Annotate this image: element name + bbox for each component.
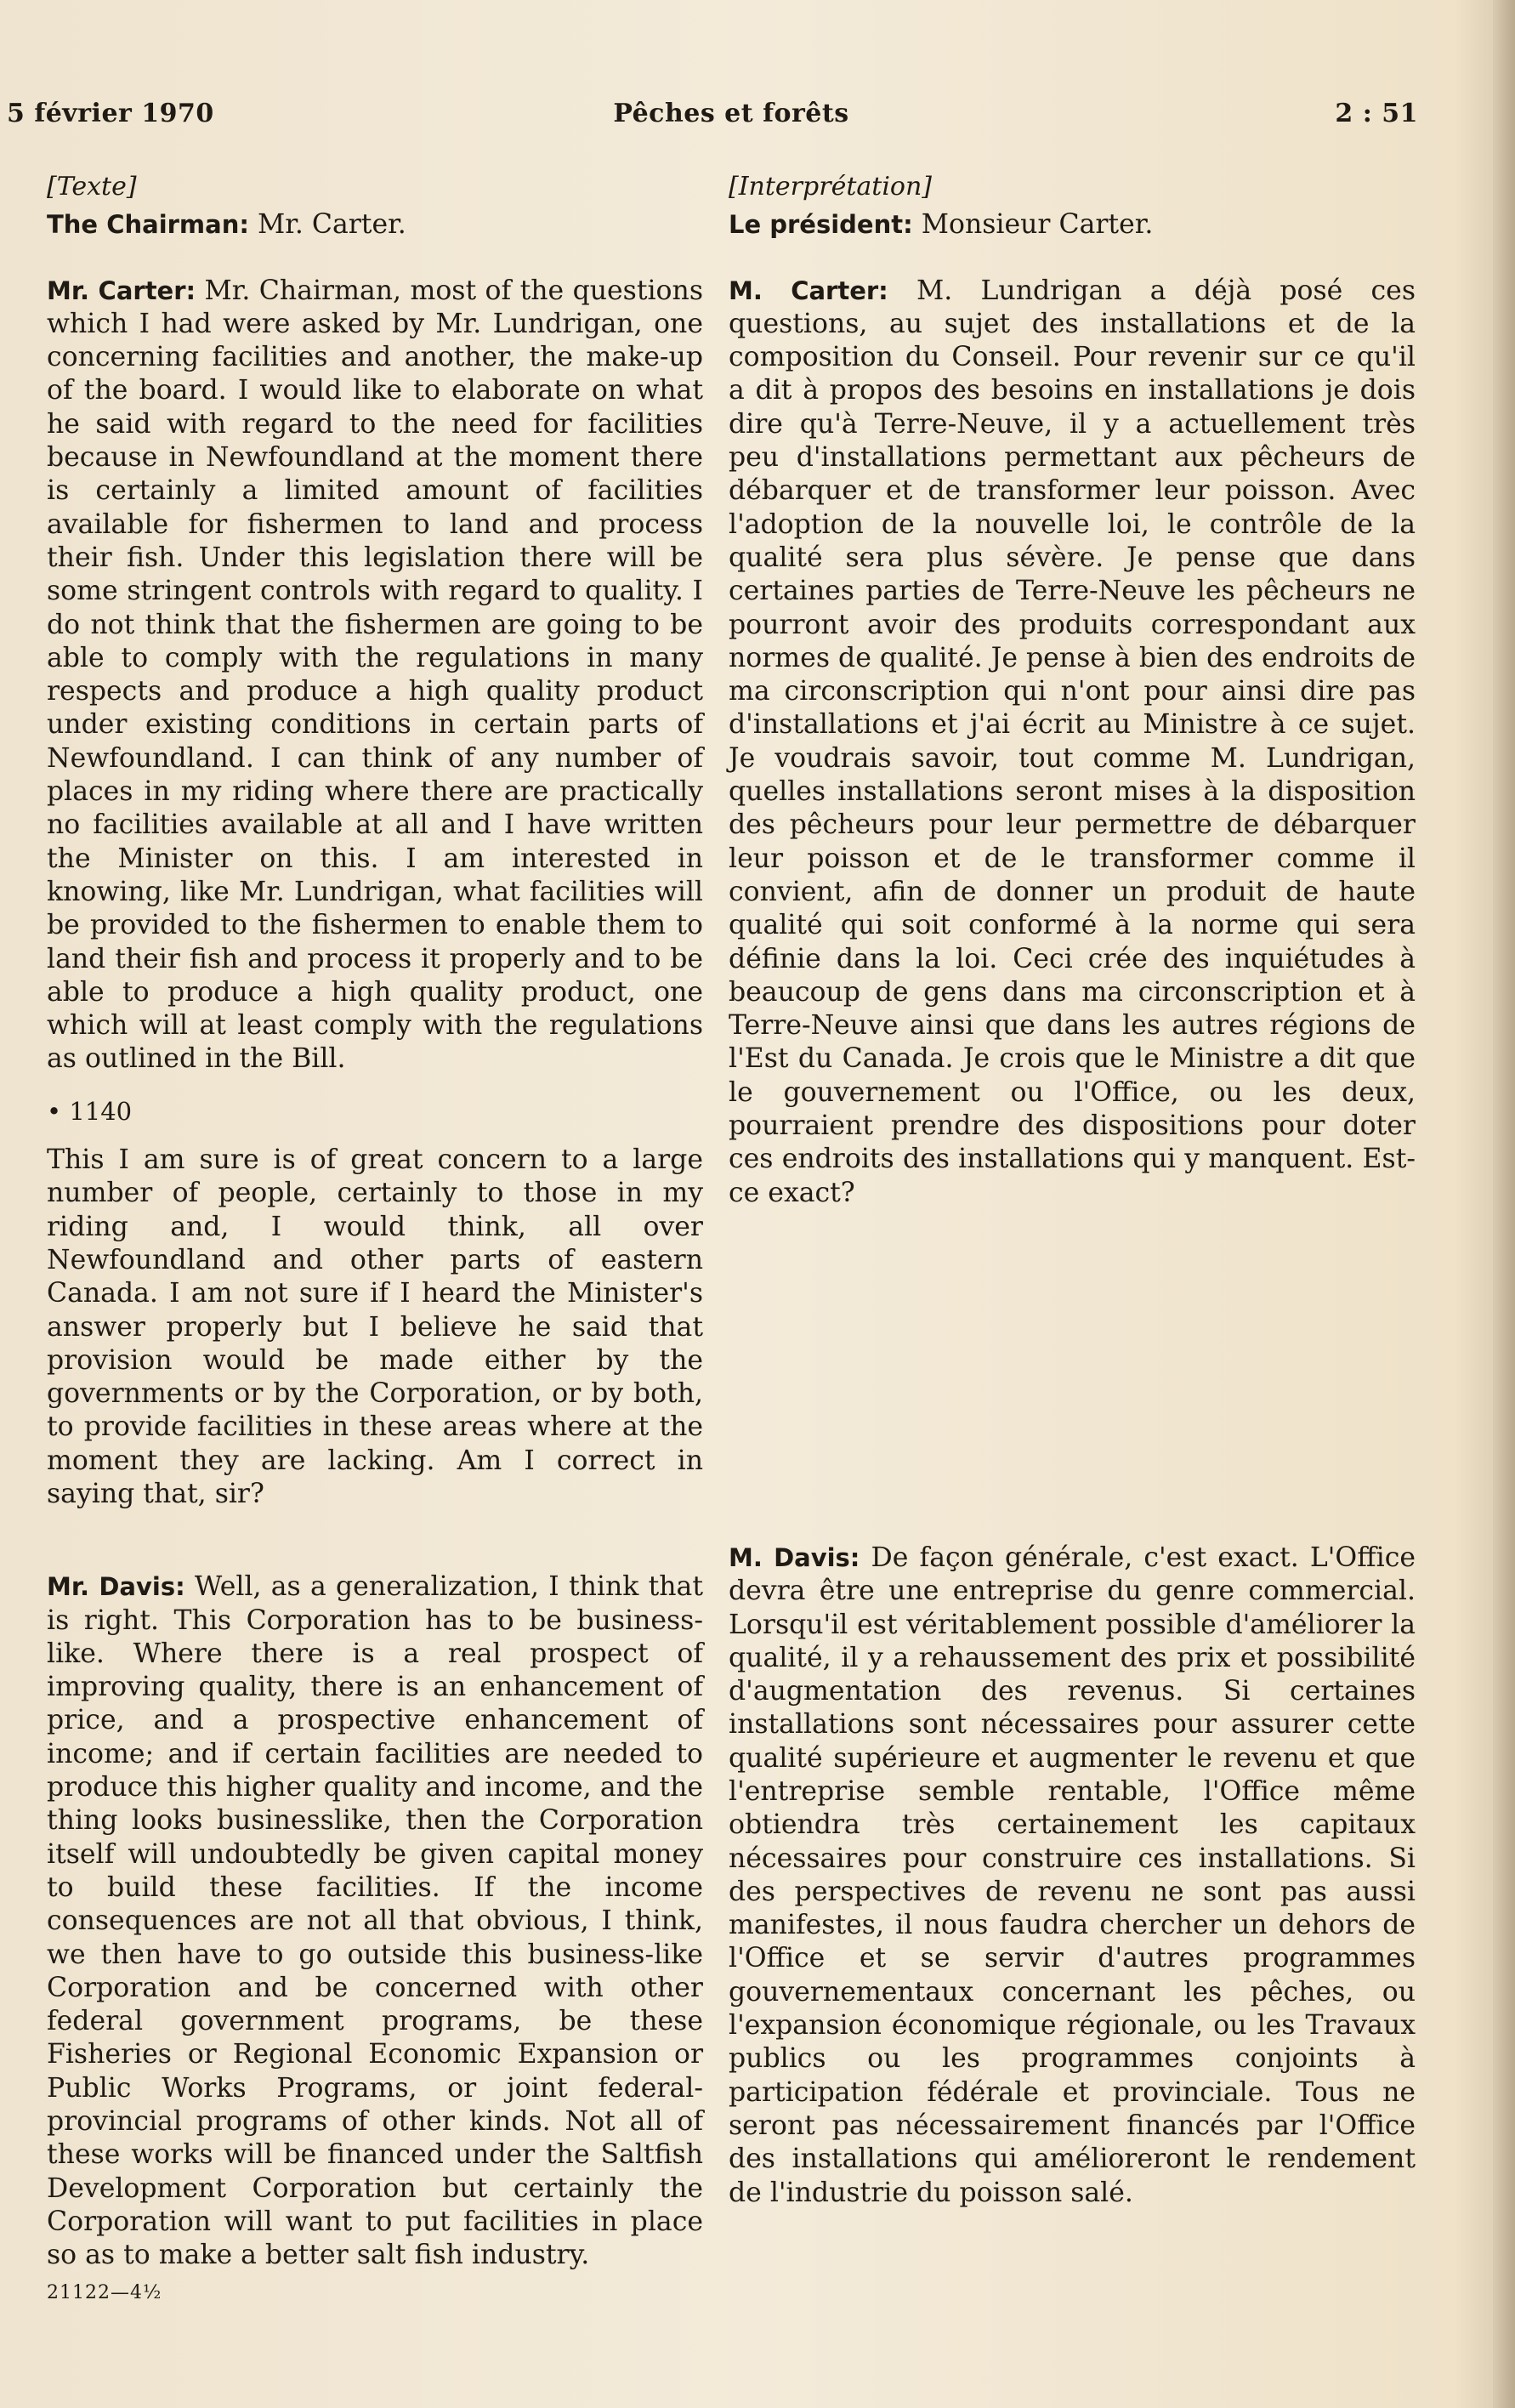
chair-line: [729, 208, 1416, 241]
chair-line: [47, 208, 703, 241]
speech-text: M. Lundrigan a déjà posé ces questions, au sujet des installations et de la composition du Conseil. Pour revenir sur ce qu'il a dit à propos des besoins en installations je dois dire qu'à Terre-Neuve, il y a actuellement très peu d'installations permettant aux pêcheurs de débarquer et de transformer leur poisson. Avec l'adoption de la nouvelle loi, le contrôle de la qualité sera plus sévère. Je pense que dans certaines parties de Terre-Neuve les pêcheurs ne pourront avoir des produits correspondant aux normes de qualité. Je pense à bien des endroits de ma circonscription qui n'ont pour ainsi dire pas d'installations et j'ai écrit au Ministre à ce sujet. Je voudrais savoir, tout comme M. Lundrigan, quelles installations seront mises à la disposition des pêcheurs pour leur permettre de débarquer leur poisson et de le transformer comme il convient, afin de donner un produit de haute qualité qui soit conformé à la norme qui sera définie dans la loi. Ceci crée des inquiétudes à beaucoup de gens dans ma circonscription et à Terre-Neuve ainsi que dans les autres régions de l'Est du Canada. Je crois que le Ministre a dit que le gouvernement ou l'Office, ou les deux, pourraient prendre des dispositions pour doter ces endroits des installations qui y manquent. Est-ce exact?: [729, 275, 1416, 1208]
header-section: Pêches et forêts: [613, 99, 849, 128]
header-date: 5 février 1970: [7, 99, 214, 128]
speech-text: Mr. Carter.: [248, 209, 406, 241]
book-binding-edge: [1493, 0, 1515, 2408]
printer-footnote: 21122—4½: [47, 2281, 162, 2303]
english-column: [47, 170, 703, 2309]
speech-text: Well, as a generalization, I think that is right. This Corporation has to be business-like. Where there is a real prospect of improving quality, there is an enhancement of price, and a prospective enhancement of income; and if certain facilities are needed to produce this higher quality and income, and the thing looks businesslike, then the Corporation itself will undoubtedly be given capital money to build these facilities. If the income consequences are not all that obvious, I think, we then have to go outside this business-like Corporation and be concerned with other federal government programs, be these Fisheries or Regional Economic Expansion or Public Works Programs, or joint federal-provincial programs of other kinds. Not all of these works will be financed under the Saltfish Development Corporation but certainly the Corporation will want to put facilities in place so as to make a better salt fish industry.: [47, 1571, 703, 2271]
running-head: [0, 99, 1515, 143]
time-marker: • 1140: [47, 1096, 133, 1126]
language-tag: [Interprétation]: [729, 172, 933, 202]
speech-text: Mr. Chairman, most of the questions which I had were asked by Mr. Lundrigan, one concerning facilities and another, the make-up of the board. I would like to elaborate on what he said with regard to the need for facilities because in Newfoundland at the moment there is certainly a limited amount of facilities available for fishermen to land and process their fish. Under this legislation there will be some stringent controls with regard to quality. I do not think that the fishermen are going to be able to comply with the regulations in many respects and produce a high quality product under existing conditions in certain parts of Newfoundland. I can think of any number of places in my riding where there are practically no facilities available at all and I have written the Minister on this. I am interested in knowing, like Mr. Lundrigan, what facilities will be provided to the fishermen to enable them to land their fish and process it properly and to be able to produce a high quality product, one which will at least comply with the regulations as outlined in the Bill.: [47, 275, 703, 1075]
speaker-name: Mr. Carter:: [47, 275, 196, 305]
speech-paragraph: [47, 1144, 703, 1511]
french-column: [729, 170, 1416, 2210]
speech-paragraph: [729, 275, 1416, 1210]
speaker-name: Mr. Davis:: [47, 1572, 185, 1602]
header-page-number: 2 : 51: [1335, 99, 1418, 128]
speaker-name: M. Carter:: [729, 275, 888, 305]
paragraph-gap: [729, 1210, 1416, 1542]
speaker-name: M. Davis:: [729, 1542, 860, 1572]
speech-text: De façon générale, c'est exact. L'Office devra être une entreprise du genre commercial. Lorsqu'il est véritablement possible d'améliorer la qualité, il y a rehaussement des prix et possibilité d'augmentation des revenus. Si certaines installations sont nécessaires pour assurer cette qualité supérieure et augmenter le revenu et que l'entreprise semble rentable, l'Office même obtiendra très certainement les capitaux nécessaires pour construire ces installations. Si des perspectives de revenu ne sont pas aussi manifestes, il nous faudra chercher un dehors de l'Office et se servir d'autres programmes gouvernementaux concernant les pêches, ou l'expansion économique régionale, ou les Travaux publics ou les programmes conjoints à participation fédérale et provinciale. Tous ne seront pas nécessairement financés par l'Office des installations qui amélioreront le rendement de l'industrie du poisson salé.: [729, 1542, 1416, 2208]
speech-paragraph: [47, 1570, 703, 2272]
speech-text: This I am sure is of great concern to a large number of people, certainly to those in my riding and, I would think, all over Newfoundland and other parts of eastern Canada. I am not sure if I heard the Minister's answer properly but I believe he said that provision would be made either by the governments or by the Corporation, or by both, to provide facilities in these areas where at the moment they are lacking. Am I correct in saying that, sir?: [47, 1144, 703, 1509]
language-tag: [Texte]: [47, 172, 137, 202]
speech-paragraph: [47, 275, 703, 1076]
speaker-name: Le président:: [729, 210, 913, 240]
paragraph-gap: [47, 1511, 703, 1570]
speech-paragraph: [729, 1542, 1416, 2210]
speech-text: Monsieur Carter.: [912, 209, 1154, 241]
speaker-name: The Chairman:: [47, 210, 249, 240]
